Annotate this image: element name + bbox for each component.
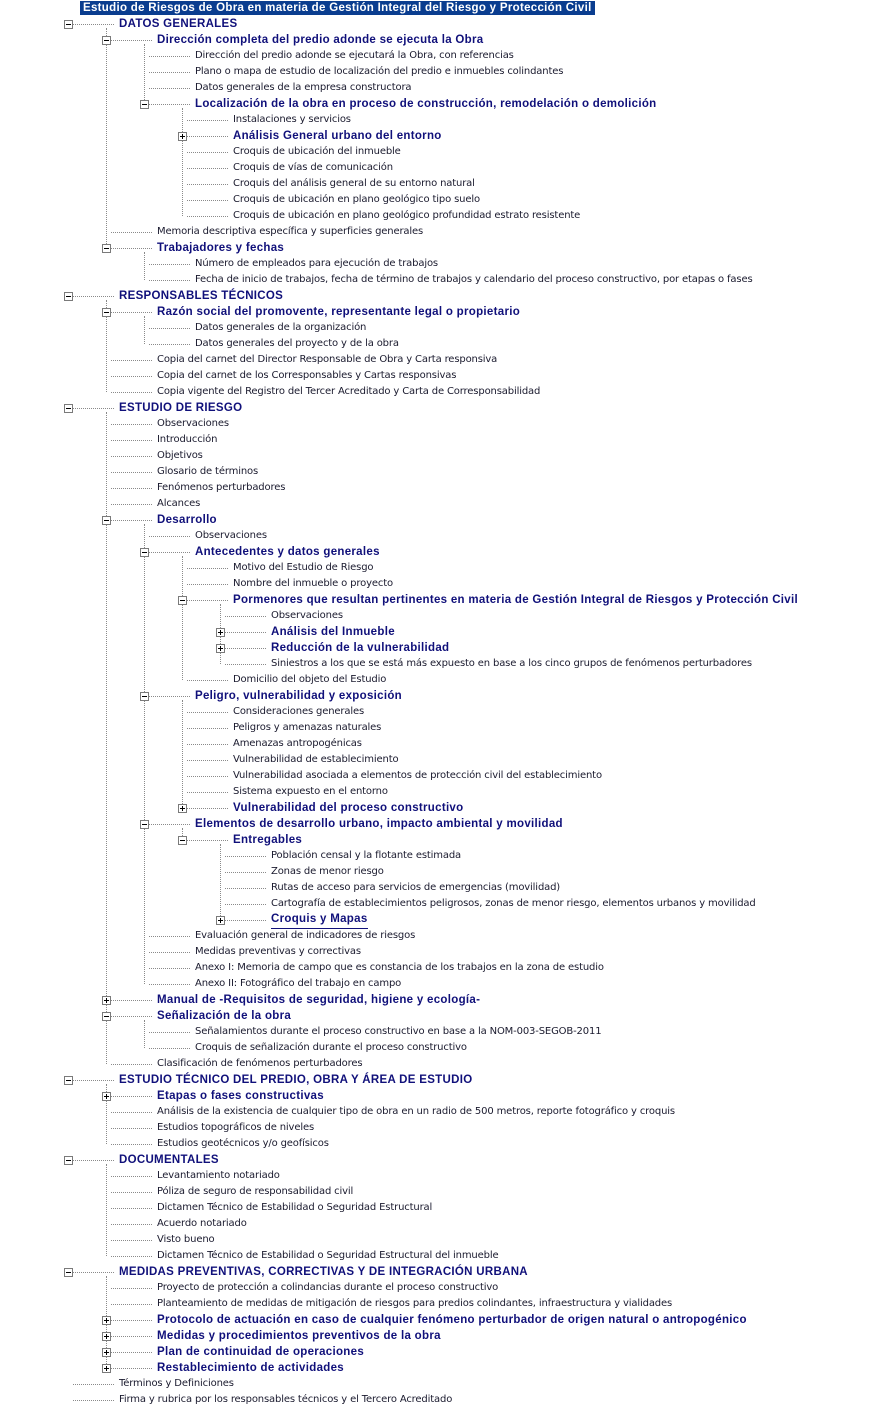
tree-connector (149, 984, 190, 985)
tree-connector (149, 536, 190, 537)
tree-item[interactable]: Términos y Definiciones (119, 1378, 234, 1389)
tree-connector (73, 1400, 114, 1401)
tree-connector (106, 412, 107, 1064)
tree-connector (111, 440, 152, 441)
tree-item[interactable]: Clasificación de fenómenos perturbadores (157, 1058, 363, 1069)
tree-connector (149, 1048, 190, 1049)
tree-connector (187, 168, 228, 169)
tree-connector (149, 72, 190, 73)
tree-item[interactable]: Instalaciones y servicios (233, 114, 351, 125)
tree-item[interactable]: Estudios topográficos de niveles (157, 1122, 315, 1133)
tree-connector (111, 1128, 152, 1129)
tree-item[interactable]: Fenómenos perturbadores (157, 482, 286, 493)
tree-item[interactable]: Localización de la obra en proceso de construcción, remodelación o demolición (195, 98, 657, 110)
collapse-icon[interactable] (140, 548, 149, 557)
tree-item[interactable]: Razón social del promovente, representante legal o propietario (157, 306, 521, 318)
collapse-icon[interactable] (64, 1076, 73, 1085)
tree-item[interactable]: Dirección del predio adonde se ejecutará la Obra, con referencias (195, 50, 514, 61)
tree-connector (149, 104, 190, 105)
tree-connector (111, 1192, 152, 1193)
tree-connector (111, 1016, 152, 1017)
tree-connector (149, 552, 190, 553)
tree-item[interactable]: Elementos de desarrollo urbano, impacto ambiental y movilidad (195, 818, 563, 830)
tree-connector (111, 1304, 152, 1305)
tree-connector (149, 344, 190, 345)
tree-item[interactable]: Plan de continuidad de operaciones (157, 1346, 365, 1358)
tree-connector (111, 1112, 152, 1113)
tree-item[interactable]: Pormenores que resultan pertinentes en materia de Gestión Integral de Riesgos y Protección Civil (233, 594, 798, 606)
tree-item[interactable]: Evaluación general de indicadores de riesgos (195, 930, 416, 941)
tree-item[interactable]: Nombre del inmueble o proyecto (233, 578, 393, 589)
tree-connector (187, 200, 228, 201)
tree-item[interactable]: Rutas de acceso para servicios de emergencias (movilidad) (271, 882, 561, 893)
tree-item[interactable]: Datos generales del proyecto y de la obra (195, 338, 399, 349)
tree-connector (149, 952, 190, 953)
expand-icon[interactable] (216, 916, 225, 925)
tree-item[interactable]: Croquis de ubicación en plano geológico tipo suelo (233, 194, 480, 205)
expand-icon[interactable] (102, 1332, 111, 1341)
tree-connector (187, 792, 228, 793)
tree-connector (149, 88, 190, 89)
tree-connector (111, 1352, 152, 1353)
tree-connector (144, 252, 145, 280)
tree-item[interactable]: DOCUMENTALES (119, 1154, 219, 1166)
tree-item[interactable]: Datos generales de la organización (195, 322, 367, 333)
tree-connector (73, 24, 114, 25)
tree-connector (149, 1032, 190, 1033)
tree-connector (111, 360, 152, 361)
collapse-icon[interactable] (64, 20, 73, 29)
tree-item[interactable]: ESTUDIO TÉCNICO DEL PREDIO, OBRA Y ÁREA DE ESTUDIO (119, 1074, 473, 1086)
tree-item[interactable]: Croquis de ubicación del inmueble (233, 146, 401, 157)
tree-connector (111, 520, 152, 521)
tree-item[interactable]: Croquis de vías de comunicación (233, 162, 393, 173)
tree-item[interactable]: ESTUDIO DE RIESGO (119, 402, 243, 414)
expand-icon[interactable] (102, 1364, 111, 1373)
tree-item[interactable]: Vulnerabilidad del proceso constructivo (233, 802, 464, 814)
tree-item[interactable]: Análisis del Inmueble (271, 626, 395, 638)
tree-item[interactable]: Cartografía de establecimientos peligrosos, zonas de menor riesgo, elementos urbanos y movilidad (271, 898, 756, 909)
tree-connector (111, 1096, 152, 1097)
tree-connector (111, 248, 152, 249)
tree-connector (111, 456, 152, 457)
tree-connector (73, 1160, 114, 1161)
tree-item[interactable]: Introducción (157, 434, 218, 445)
tree-connector (149, 264, 190, 265)
tree-item[interactable]: Medidas preventivas y correctivas (195, 946, 361, 957)
tree-connector (111, 1368, 152, 1369)
tree-connector (111, 1144, 152, 1145)
tree-connector (144, 1020, 145, 1048)
tree-connector (187, 584, 228, 585)
tree-item[interactable]: Estudios geotécnicos y/o geofísicos (157, 1138, 329, 1149)
tree-connector (111, 488, 152, 489)
tree-connector (187, 184, 228, 185)
tree-connector (225, 888, 266, 889)
expand-icon[interactable] (178, 804, 187, 813)
tree-item[interactable]: Población censal y la flotante estimada (271, 850, 462, 861)
tree-item[interactable]: Vulnerabilidad asociada a elementos de protección civil del establecimiento (233, 770, 602, 781)
tree-item[interactable]: Glosario de términos (157, 466, 259, 477)
collapse-icon[interactable] (102, 1012, 111, 1021)
tree-connector (106, 1164, 107, 1256)
tree-connector (111, 312, 152, 313)
tree-item[interactable]: Análisis General urbano del entorno (233, 130, 442, 142)
tree-connector (225, 920, 266, 921)
tree-item[interactable]: Objetivos (157, 450, 203, 461)
tree-connector (225, 616, 266, 617)
tree-item[interactable]: Acuerdo notariado (157, 1218, 247, 1229)
tree-connector (225, 648, 266, 649)
tree-connector (73, 1272, 114, 1273)
tree-connector (187, 760, 228, 761)
tree-connector (182, 556, 183, 680)
tree-item[interactable]: Antecedentes y datos generales (195, 546, 380, 558)
tree-connector (73, 1080, 114, 1081)
tree-root-item[interactable]: Estudio de Riesgos de Obra en materia de Gestión Integral del Riesgo y Protección Civil (80, 1, 595, 15)
expand-icon[interactable] (178, 132, 187, 141)
tree-item[interactable]: Observaciones (195, 530, 267, 541)
tree-connector (187, 840, 228, 841)
tree-item[interactable]: Anexo II: Fotográfico del trabajo en campo (195, 978, 402, 989)
tree-connector (187, 728, 228, 729)
collapse-icon[interactable] (102, 308, 111, 317)
tree-item[interactable]: MEDIDAS PREVENTIVAS, CORRECTIVAS Y DE INTEGRACIÓN URBANA (119, 1266, 528, 1278)
tree-item[interactable]: Peligro, vulnerabilidad y exposición (195, 690, 402, 702)
collapse-icon[interactable] (64, 1268, 73, 1277)
tree-item[interactable]: Sistema expuesto en el entorno (233, 786, 388, 797)
tree-item[interactable]: Planteamiento de medidas de mitigación de riesgos para predios colindantes, infraestructura y vialidades (157, 1298, 673, 1309)
tree-connector (187, 744, 228, 745)
tree-connector (149, 328, 190, 329)
tree-item[interactable]: Señalización de la obra (157, 1010, 292, 1022)
tree-connector (111, 376, 152, 377)
tree-item[interactable]: Croquis de señalización durante el proceso constructivo (195, 1042, 467, 1053)
tree-connector (220, 844, 221, 920)
tree-item[interactable]: Datos generales de la empresa constructora (195, 82, 412, 93)
tree-item[interactable]: Alcances (157, 498, 201, 509)
expand-icon[interactable] (216, 644, 225, 653)
tree-item[interactable]: Vulnerabilidad de establecimiento (233, 754, 399, 765)
tree-connector (182, 108, 183, 216)
tree-connector (187, 136, 228, 137)
tree-item[interactable]: Fecha de inicio de trabajos, fecha de término de trabajos y calendario del proceso constructivo, por etapas o fases (195, 274, 753, 285)
tree-item[interactable]: Dirección completa del predio adonde se ejecuta la Obra (157, 34, 484, 46)
tree-item[interactable]: RESPONSABLES TÉCNICOS (119, 290, 284, 302)
tree-connector (187, 776, 228, 777)
collapse-icon[interactable] (64, 404, 73, 413)
tree-connector (111, 424, 152, 425)
expand-icon[interactable] (102, 1348, 111, 1357)
tree-connector (225, 904, 266, 905)
tree-connector (187, 216, 228, 217)
tree-connector (111, 1064, 152, 1065)
collapse-icon[interactable] (102, 36, 111, 45)
tree-connector (106, 28, 107, 248)
tree-connector (149, 56, 190, 57)
tree-connector (149, 280, 190, 281)
tree-item[interactable]: Desarrollo (157, 514, 217, 526)
tree-item[interactable]: Copia del carnet de los Corresponsables y Cartas responsivas (157, 370, 457, 381)
collapse-icon[interactable] (140, 820, 149, 829)
tree-connector (111, 1256, 152, 1257)
tree-connector (111, 1224, 152, 1225)
tree-item[interactable]: Anexo I: Memoria de campo que es constancia de los trabajos en la zona de estudio (195, 962, 604, 973)
tree-connector (149, 824, 190, 825)
tree-connector (225, 664, 266, 665)
tree-item[interactable]: Etapas o fases constructivas (157, 1090, 324, 1102)
tree-connector (187, 600, 228, 601)
tree-connector (225, 856, 266, 857)
tree-item[interactable]: Croquis y Mapas (271, 912, 368, 929)
tree-connector (144, 316, 145, 344)
tree-item[interactable]: Póliza de seguro de responsabilidad civil (157, 1186, 354, 1197)
tree-item[interactable]: Zonas de menor riesgo (271, 866, 384, 877)
tree-item[interactable]: Número de empleados para ejecución de trabajos (195, 258, 438, 269)
tree-item[interactable]: Visto bueno (157, 1234, 215, 1245)
tree-item[interactable]: Motivo del Estudio de Riesgo (233, 562, 374, 573)
tree-item[interactable]: Entregables (233, 834, 303, 846)
tree-connector (111, 232, 152, 233)
tree-connector (111, 1000, 152, 1001)
tree-item[interactable]: Memoria descriptiva específica y superficies generales (157, 226, 424, 237)
tree-connector (111, 1208, 152, 1209)
tree-item[interactable]: Protocolo de actuación en caso de cualquier fenómeno perturbador de origen natural o antropogénico (157, 1314, 747, 1326)
tree-item[interactable]: Croquis del análisis general de su entorno natural (233, 178, 475, 189)
tree-connector (187, 120, 228, 121)
tree-item[interactable]: Observaciones (271, 610, 343, 621)
tree-item[interactable]: Siniestros a los que se está más expuesto en base a los cinco grupos de fenómenos perturbadores (271, 658, 752, 669)
collapse-icon[interactable] (102, 244, 111, 253)
collapse-icon[interactable] (64, 292, 73, 301)
tree-item[interactable]: Croquis de ubicación en plano geológico profundidad estrato resistente (233, 210, 581, 221)
tree-connector (144, 44, 145, 104)
tree-item[interactable]: Amenazas antropogénicas (233, 738, 362, 749)
tree-item[interactable]: Copia vigente del Registro del Tercer Acreditado y Carta de Corresponsabilidad (157, 386, 541, 397)
tree-connector (73, 296, 114, 297)
tree-connector (111, 1320, 152, 1321)
tree-connector (111, 1240, 152, 1241)
tree-connector (187, 152, 228, 153)
tree-item[interactable]: Medidas y procedimientos preventivos de la obra (157, 1330, 441, 1342)
tree-connector (111, 392, 152, 393)
tree-item[interactable]: Proyecto de protección a colindancias durante el proceso constructivo (157, 1282, 499, 1293)
tree-connector (111, 1288, 152, 1289)
tree-item[interactable]: Trabajadores y fechas (157, 242, 285, 254)
collapse-icon[interactable] (102, 516, 111, 525)
tree-item[interactable]: Domicilio del objeto del Estudio (233, 674, 387, 685)
tree-connector (187, 568, 228, 569)
expand-icon[interactable] (216, 628, 225, 637)
tree-item[interactable]: Restablecimiento de actividades (157, 1362, 344, 1374)
collapse-icon[interactable] (140, 692, 149, 701)
tree-connector (73, 408, 114, 409)
tree-item[interactable]: Dictamen Técnico de Estabilidad o Seguridad Estructural (157, 1202, 433, 1213)
tree-connector (187, 712, 228, 713)
tree-item[interactable]: Plano o mapa de estudio de localización del predio e inmuebles colindantes (195, 66, 564, 77)
collapse-icon[interactable] (64, 1156, 73, 1165)
tree-item[interactable]: Levantamiento notariado (157, 1170, 280, 1181)
tree-item[interactable]: Copia del carnet del Director Responsable de Obra y Carta responsiva (157, 354, 498, 365)
tree-item[interactable]: DATOS GENERALES (119, 18, 238, 30)
expand-icon[interactable] (102, 996, 111, 1005)
tree-connector (187, 680, 228, 681)
tree-connector (149, 936, 190, 937)
tree-item[interactable]: Consideraciones generales (233, 706, 365, 717)
tree-item[interactable]: Peligros y amenazas naturales (233, 722, 382, 733)
collapse-icon[interactable] (178, 836, 187, 845)
tree-item[interactable]: Dictamen Técnico de Estabilidad o Seguridad Estructural del inmueble (157, 1250, 499, 1261)
tree-connector (149, 968, 190, 969)
tree-connector (111, 1336, 152, 1337)
collapse-icon[interactable] (178, 596, 187, 605)
tree-connector (225, 632, 266, 633)
tree-item[interactable]: Reducción de la vulnerabilidad (271, 642, 450, 654)
tree-connector (225, 872, 266, 873)
tree-item[interactable]: Firma y rubrica por los responsables técnicos y el Tercero Acreditado (119, 1394, 453, 1405)
collapse-icon[interactable] (140, 100, 149, 109)
tree-item[interactable]: Análisis de la existencia de cualquier tipo de obra en un radio de 500 metros, reporte fotográfico y croquis (157, 1106, 675, 1117)
expand-icon[interactable] (102, 1092, 111, 1101)
expand-icon[interactable] (102, 1316, 111, 1325)
tree-connector (111, 1176, 152, 1177)
tree-item[interactable]: Manual de -Requisitos de seguridad, higiene y ecología- (157, 994, 481, 1006)
tree-connector (144, 524, 145, 984)
tree-connector (187, 808, 228, 809)
tree-connector (111, 504, 152, 505)
tree-connector (149, 696, 190, 697)
tree-item[interactable]: Señalamientos durante el proceso constructivo en base a la NOM-003-SEGOB-2011 (195, 1026, 602, 1037)
tree-connector (111, 40, 152, 41)
tree-connector (111, 472, 152, 473)
tree-connector (182, 700, 183, 808)
tree-item[interactable]: Observaciones (157, 418, 229, 429)
tree-connector (73, 1384, 114, 1385)
